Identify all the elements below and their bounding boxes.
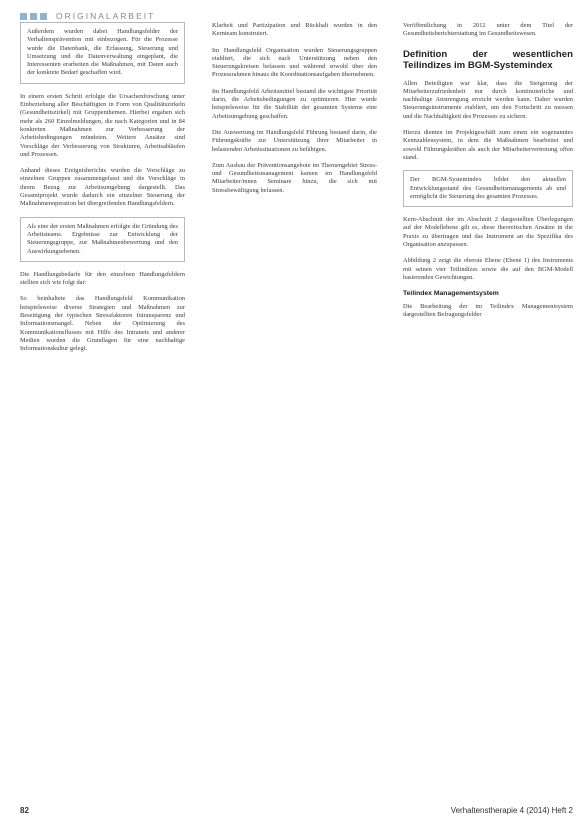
paragraph: Allen Beteiligten war klar, dass die Steigerung der Mitarbeiterzufriedenheit nur durch kontinuierliche und nachhaltige Anstrengung erreicht werden kann. Daher wurden Steuerungsinstrumente etabliert, um den Fortschritt zu messen und die Nachhaltigkeit des Prozesses zu sichern. [403, 79, 573, 120]
paragraph: Im Handlungsfeld Arbeitsmittel bestand die wichtigste Priorität darin, die Arbeitsbedingungen zu optimieren. Hier wurde beispielsweise für die Stabilität der gesamten Systeme eine Arbeitsumgebung geschaffen. [212, 87, 377, 120]
paragraph: Kern-Abschnitt der im Abschnitt 2 dargestellten Überlegungen auf der Modellebene gilt es, diese theoretischen Ansätze in die Praxis zu übertragen und das Instrument an die Spezifika des Organisation anzupassen. [403, 216, 573, 249]
paragraph: Anhand dieses Ereignisberichts wurden die Vorschläge zu einzelnen Gruppen zusammengefasst und die Vorschläge in ihrem Bezug zur Arbeitsumgebung dargestellt. Das Gesamtprojekt wurde dadurch ein einzelner Steuerung der Maßnahmenoperation bei übergreifenden Handlungsfeldern. [20, 167, 185, 208]
paragraph: Abbildung 2 zeigt die oberste Ebene (Ebene 1) des Instruments mit seinen vier Teilindizes sowie die auf den BGM-Modell basierenden Gewichtungen. [403, 257, 573, 281]
header-square-icon [20, 13, 27, 20]
header-square-icon [30, 13, 37, 20]
column-2 [212, 22, 377, 203]
column-3 [403, 22, 573, 327]
paragraph: Die Handlungsbedarfe für den einzelnen Handlungsfeldern stellten sich wie folgt dar: [20, 270, 185, 287]
column-1 [20, 22, 185, 362]
section-heading: Definition der wesentlichen Teilindizes im BGM-Systemindex [403, 48, 573, 71]
paragraph: In einem ersten Schritt erfolgte die Ursachenforschung unter Einbeziehung aller Beschäftigten in Form von Qualitätszirkeln (Gesundheitszirkel) mit Gruppenthemen. Hierbei ergaben sich mehr als 260 Einzelmeldungen, die nach Kategorien und in 84 konkreten Maßnahmen zur Verbesserung der Arbeitsbedingungen mündeten. Weitere Ansätze sind Vorschläge der Verbesserung von Strukturen, Arbeitsabläufen und Prozessen. [20, 92, 185, 158]
info-box: Als eine der ersten Maßnahmen erfolgte die Gründung des Arbeitsteams. Ergebnisse zur Entwicklung der Steuerungsgruppe, zur Maßnahmenbewertung und den Auswirkungsebenen. [20, 217, 185, 262]
paragraph: So beinhaltete das Handlungsfeld Kommunikation beispielsweise diverse Strategien und Maßnahmen zur Beseitigung der typischen Stressfaktoren Intransparenz und Informationsmangel. Neben der Optimierung des Kommunikationsflusses mit Hilfe des Intranets und anderer Medien wurden die Grundlagen für eine nachhaltige Informationskultur gelegt. [20, 295, 185, 353]
paragraph: Im Handlungsfeld Organisation wurden Steuerungsgruppen etabliert, die sich nach Unterstützung neben den Steuerungskreisen befassen und während sowohl über den Prozessrahmen hinaus die Koordinationsaufgaben übernehmen. [212, 46, 377, 79]
paragraph: Hierzu dienten im Projektgeschäft zum einen ein sogenanntes Kennzahlensystem, in dem die Maßnahmen bearbeitet und sowohl Führungskräften als auch der Mitarbeitervertretung offen stand. [403, 129, 573, 161]
paragraph: Die Auswertung im Handlungsfeld Führung bestand darin, die Führungskräfte zur Unterstützung ihrer Mitarbeiter in belastenden Arbeitssituationen zu befähigen. [212, 128, 377, 153]
info-box: Außerdem wurden dabei Handlungsfelder der Verhaltensprävention mit einbezogen. Für die Prozesse wurde die Datenbank, die Erfassung, Steuerung und Umsetzung und die Datenverwaltung eingeplant, die Interessenten erarbeiten die Maßnahmen, mit Daten auch der konkrete Bedarf geschaffen wird. [20, 22, 185, 84]
section-header [20, 9, 155, 23]
paragraph: Klarheit und Partizipation und Rückhalt wurden in den Kernteam konstruiert. [212, 22, 377, 38]
info-box: Der BGM-Systemindex bildet den aktuellen Entwicklungsstand des Gesundheitsmanagements ab und ermöglicht die Steuerung des gesamten Prozesses. [403, 170, 573, 207]
page-number: 82 [20, 806, 29, 815]
paragraph: Zum Ausbau der Präventionsangebote im Themengebiet Stress- und Gesundheitsmanagement kamen im Handlungsfeld Mitarbeiter/innen Seminare hinzu, die sich mit Stressbewältigung befassen. [212, 161, 377, 194]
paragraph: Die Bearbeitung der im Teilindex Managementsystem dargestellten Befragungsfelder [403, 302, 573, 318]
subheading: Teilindex Managementsystem [403, 290, 499, 298]
header-square-icon [40, 13, 47, 20]
journal-citation: Verhaltenstherapie 4 (2014) Heft 2 [450, 806, 573, 815]
section-label: ORIGINALARBEIT [56, 11, 156, 21]
paragraph: Veröffentlichung in 2012 unter dem Titel der Gesundheitsberichterstattung im Gesundheitswesen. [403, 22, 573, 38]
